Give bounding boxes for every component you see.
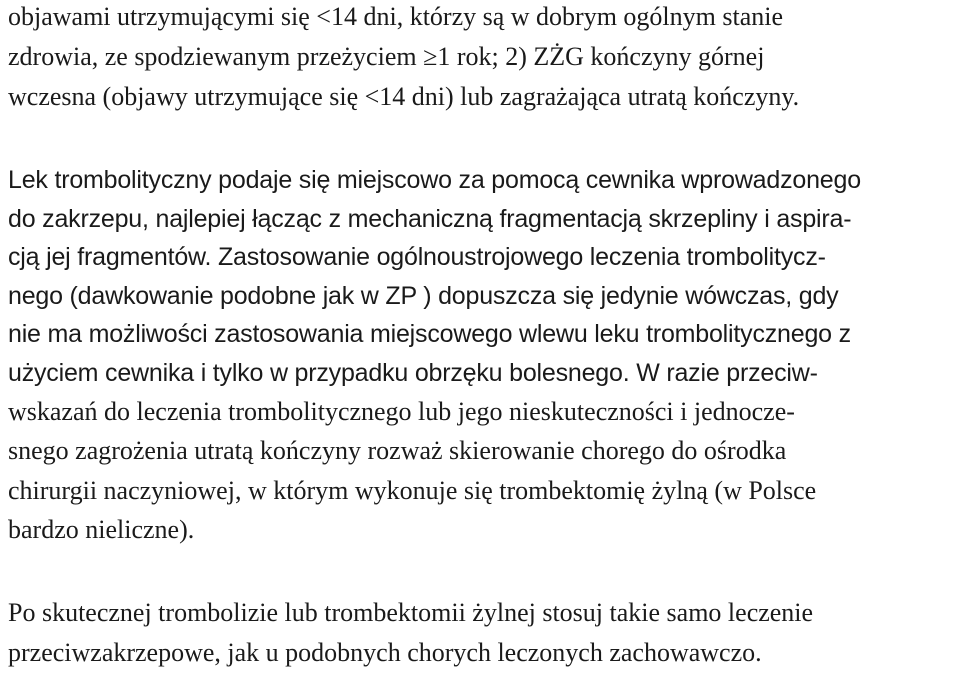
paragraph-2-line-7: wskazań do leczenia trombolitycznego lub jego nieskuteczności i jednocze- bbox=[8, 397, 795, 426]
paragraph-3-line-2: przeciwzakrzepowe, jak u podobnych chorych leczonych zachowawczo. bbox=[8, 638, 762, 667]
paragraph-3-line-1: Po skutecznej trombolizie lub trombektomii żylnej stosuj takie samo leczenie bbox=[8, 598, 814, 627]
paragraph-2-line-4: nego (dawkowanie podobne jak w ZP ) dopuszcza się jedynie wówczas, gdy bbox=[8, 282, 839, 310]
paragraph-1-line-1: objawami utrzymującymi się <14 dni, którzy są w dobrym ogólnym stanie bbox=[8, 2, 784, 31]
paragraph-2-line-3: cją jej fragmentów. Zastosowanie ogólnoustrojowego leczenia trombolitycz- bbox=[8, 243, 826, 271]
paragraph-2-line-5: nie ma możliwości zastosowania miejscowego wlewu leku trombolitycznego z bbox=[8, 320, 851, 348]
paragraph-2-line-10: bardzo nieliczne). bbox=[8, 515, 195, 544]
paragraph-1-line-2: zdrowia, ze spodziewanym przeżyciem ≥1 rok; 2) ZŻG kończyny górnej bbox=[8, 42, 765, 71]
paragraph-2-line-2: do zakrzepu, najlepiej łącząc z mechaniczną fragmentacją skrzepliny i aspira- bbox=[8, 205, 852, 233]
paragraph-1-line-3: wczesna (objawy utrzymujące się <14 dni) lub zagrażająca utratą kończyny. bbox=[8, 82, 800, 111]
paragraph-2-line-8: snego zagrożenia utratą kończyny rozważ skierowanie chorego do ośrodka bbox=[8, 436, 787, 465]
paragraph-2-line-6: użyciem cewnika i tylko w przypadku obrzęku bolesnego. W razie przeciw- bbox=[8, 359, 818, 387]
paragraph-2-line-1: Lek trombolityczny podaje się miejscowo za pomocą cewnika wprowadzonego bbox=[8, 166, 861, 194]
paragraph-2-line-9: chirurgii naczyniowej, w którym wykonuje się trombektomię żylną (w Polsce bbox=[8, 476, 817, 505]
